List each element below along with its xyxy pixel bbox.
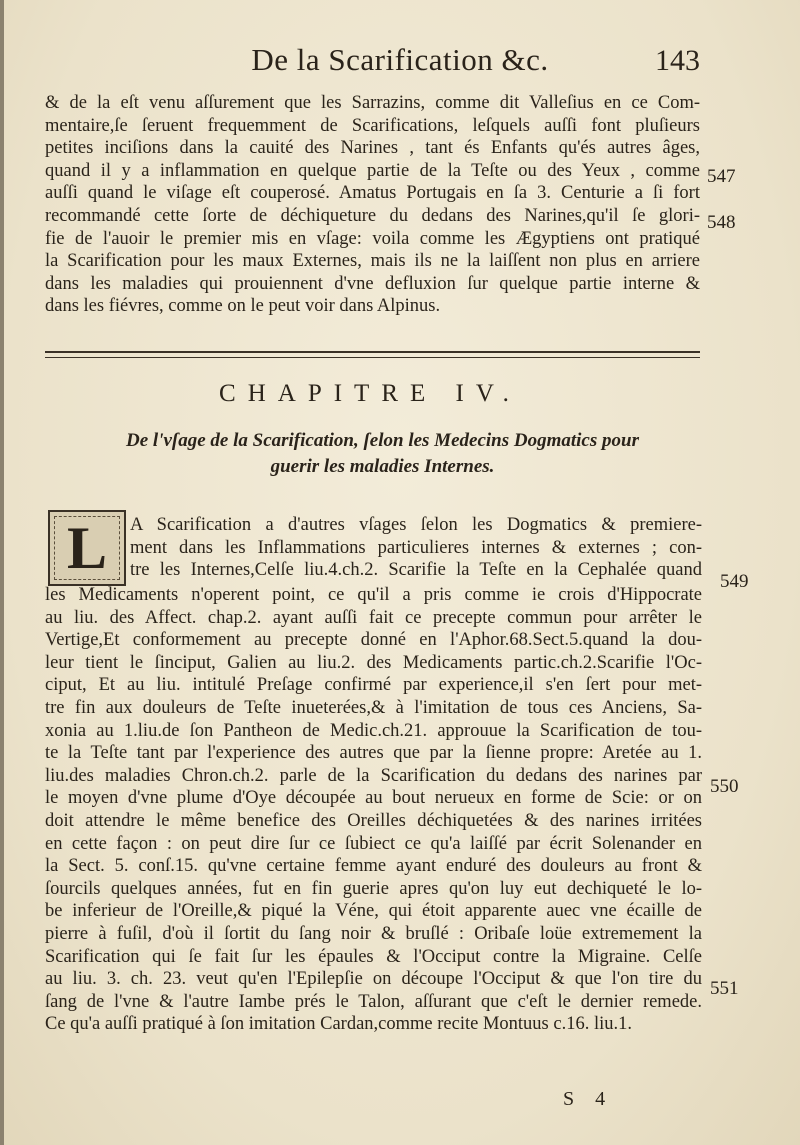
text-line: fie de l'auoir le premier mis en vſage: voila comme les Ægyptiens ont pratiqué <box>45 228 700 249</box>
text-line: la Sect. 5. conſ.15. qu'vne certaine femme ayant enduré des douleurs au front & <box>45 856 702 877</box>
page-number: 143 <box>655 44 700 77</box>
text-line: Scarification qui ſe fait ſur les épaules & l'Occiput contre la Migraine. Celſe <box>45 946 702 967</box>
drop-cap-letter: L <box>66 514 108 581</box>
text-line: dans les fiévres, comme on le peut voir dans Alpinus. <box>45 296 441 317</box>
text-line: leur tient le ſinciput, Galien au liu.2. des Medicaments partic.ch.2.Scarifie l'Oc- <box>45 652 702 673</box>
text-line: ſourcils quelques années, fut en fin guerie apres qu'on luy eut dechiqueté le lo- <box>45 878 702 899</box>
text-line: au liu. des Affect. chap.2. ayant auſſi fait ce precepte commun pour arrêter le <box>45 607 702 628</box>
paragraph-1 <box>45 92 700 318</box>
text-line: ſang de l'vne & l'autre Iambe prés le Talon, aſſurant que c'eſt le dernier remede. <box>45 991 702 1012</box>
chapter-subtitle-line: De l'vſage de la Scarification, ſelon les Medecins Dogmatics pour <box>126 430 639 451</box>
text-line: xonia au 1.liu.de ſon Pantheon de Medic.ch.21. approuue la Scarification de tou- <box>45 720 702 741</box>
page-spine-edge <box>0 0 4 1145</box>
text-line: ciput, Et au liu. intitulé Preſage confirmé par experience,il s'en ſert pour met- <box>45 675 702 696</box>
text-line: ment dans les Inflammations particulieres internes & externes ; con- <box>130 537 702 558</box>
text-line: les Medicaments n'operent point, ce qu'il a pris comme ie crois d'Hippocrate <box>45 585 702 605</box>
section-divider <box>45 351 700 358</box>
text-line: dans les maladies qui prouiennent d'vne defluxion ſur quelque partie interne & <box>45 273 700 294</box>
running-title: De la Scarification &c. <box>251 42 549 77</box>
text-line: A Scarification a d'autres vſages ſelon les Dogmatics & premiere- <box>130 515 702 535</box>
text-line: te la Teſte tant par l'experience des autres que par la ſienne propre: Aretée au 1. <box>45 743 702 764</box>
margin-reference-number: 548 <box>707 212 736 233</box>
text-line: pierre à fuſil, d'où il ſortit du ſang noir & bruſlé : Oribaſe loüe extremement la <box>45 923 702 944</box>
text-line: doit attendre le même benefice des Oreilles déchiquetées & des narines irritées <box>45 810 702 831</box>
text-line: tre fin aux douleurs de Teſte inueterées,& à l'imitation de tous ces Anciens, Sa- <box>45 697 702 718</box>
chapter-subtitle <box>60 428 705 480</box>
text-line: en cette façon : on peut dire ſur ce ſubiect ce qu'a laiſſé par écrit Solenander en <box>45 833 702 854</box>
text-line: auſſi quand le viſage eſt couperosé. Amatus Portugais en ſa 3. Centurie a ſi fort <box>45 183 700 204</box>
margin-reference-number: 547 <box>707 166 736 187</box>
text-line: tre les Internes,Celſe liu.4.ch.2. Scarifie la Teſte en la Cephalée quand <box>130 560 702 581</box>
text-line: le moyen d'vne plume d'Oye découpée au bout nerueux en forme de Scie: or on <box>45 788 702 809</box>
signature-mark: S 4 <box>563 1088 614 1110</box>
chapter-heading: CHAPITRE IV. <box>219 380 521 407</box>
text-line: be inferieur de l'Oreille,& piqué la Véne, qui étoit apparente auec vne écaille de <box>45 901 702 922</box>
text-line: Ce qu'a auſſi pratiqué à ſon imitation Cardan,comme recite Montuus c.16. liu.1. <box>45 1014 632 1035</box>
text-line: la Scarification pour les maux Externes, mais ils ne la laiſſent non plus en arriere <box>45 251 700 272</box>
paragraph-2-opening <box>130 514 702 582</box>
margin-reference-number: 549 <box>720 571 749 592</box>
text-line: quand il y a inflammation en quelque partie de la Teſte ou des Yeux , comme <box>45 160 700 181</box>
text-line: petites inciſions dans la cauité des Narines , tant és Enfants qu'és autres âges, <box>45 138 700 159</box>
margin-reference-number: 550 <box>710 776 739 797</box>
text-line: liu.des maladies Chron.ch.2. parle de la Scarification du dedans des narines par <box>45 765 702 786</box>
text-line: recommandé cette ſorte de déchiqueture du dedans des Narines,qu'il ſe glori- <box>45 205 700 226</box>
text-line: mentaire,ſe ſeruent frequemment de Scarifications, leſquels auſſi font pluſieurs <box>45 115 700 136</box>
chapter-subtitle-line: guerir les maladies Internes. <box>270 456 495 477</box>
text-line: & de la eſt venu aſſurement que les Sarrazins, comme dit Valleſius en ce Com- <box>45 93 700 113</box>
margin-reference-number: 551 <box>710 978 739 999</box>
paragraph-2 <box>45 584 702 1036</box>
text-line: au liu. 3. ch. 23. veut qu'en l'Epilepſie on découpe l'Occiput & que l'on tire du <box>45 969 702 990</box>
ornamental-drop-cap <box>48 510 126 586</box>
text-line: Vertige,Et conformement au precepte donné en l'Aphor.68.Sect.5.quand la dou- <box>45 630 702 651</box>
